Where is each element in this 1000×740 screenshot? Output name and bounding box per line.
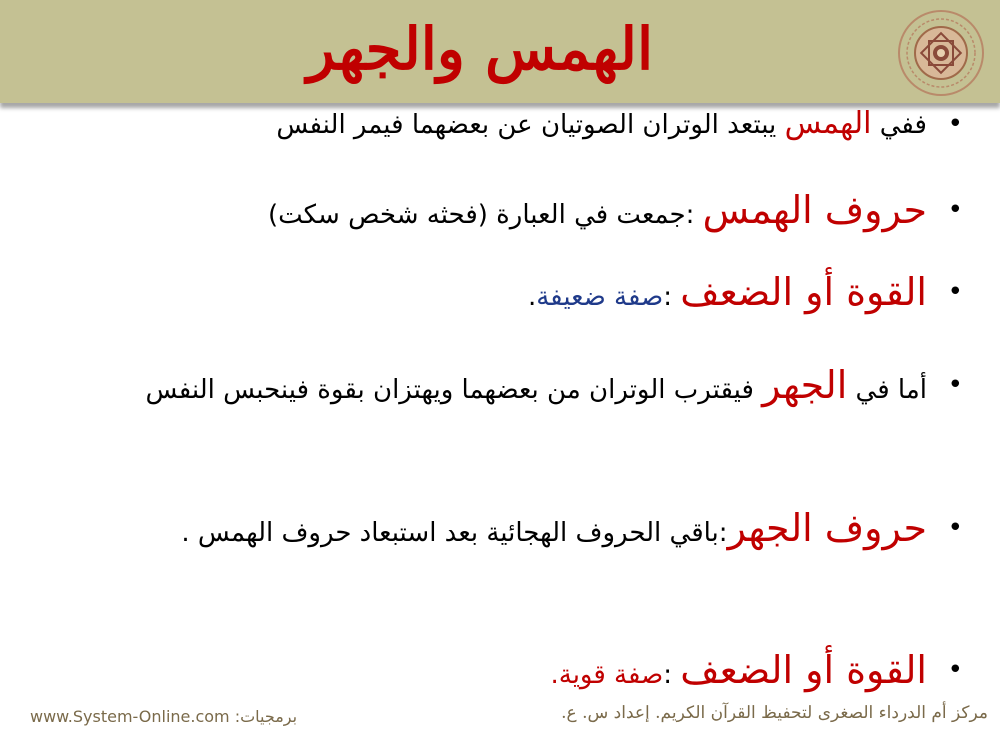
bullet-value: صفة قوية [558, 660, 664, 690]
bullet-value: صفة ضعيفة [536, 282, 664, 312]
bullet-highlight: حروف الجهر [727, 506, 927, 550]
list-item [2, 644, 965, 701]
bullet-end: . [527, 282, 537, 312]
list-item [2, 266, 965, 323]
list-item [2, 104, 965, 145]
bullet-text-post: فيقترب الوتران من بعضهما ويهتزان بقوة فينحبس النفس [145, 375, 763, 405]
list-item [2, 359, 965, 416]
bullet-colon: : [663, 660, 681, 690]
bullet-colon: : [663, 282, 681, 312]
bullet-highlight: حروف الهمس [702, 188, 927, 232]
bullet-highlight: القوة أو الضعف [680, 270, 927, 314]
bullet-text-post: :جمعت في العبارة (فحثه شخص سكت) [268, 200, 703, 230]
bullet-highlight: الهمس [784, 106, 872, 141]
bullet-highlight: الجهر [762, 363, 848, 407]
ornamental-seal-logo-icon [893, 8, 989, 98]
bullet-text-pre: ففي [871, 110, 927, 140]
slide-title: الهمس والجهر [306, 15, 654, 83]
list-item [2, 499, 965, 562]
list-item [2, 186, 965, 239]
footer-organization: مركز أم الدرداء الصغرى لتحفيظ القرآن الكريم. إعداد س. ع. [561, 703, 988, 723]
bullet-text-post: يبتعد الوتران الصوتيان عن بعضهما فيمر النفس [276, 110, 785, 140]
bullet-end: . [550, 660, 559, 690]
bullet-text-pre: أما في [847, 375, 927, 405]
title-bar [0, 0, 1000, 103]
bullet-text-post: :باقي الحروف الهجائية بعد استبعاد حروف الهمس . [181, 518, 728, 548]
bullet-highlight: القوة أو الضعف [680, 648, 927, 692]
footer-credit: www.System-Online.com :برمجيات [30, 707, 298, 726]
